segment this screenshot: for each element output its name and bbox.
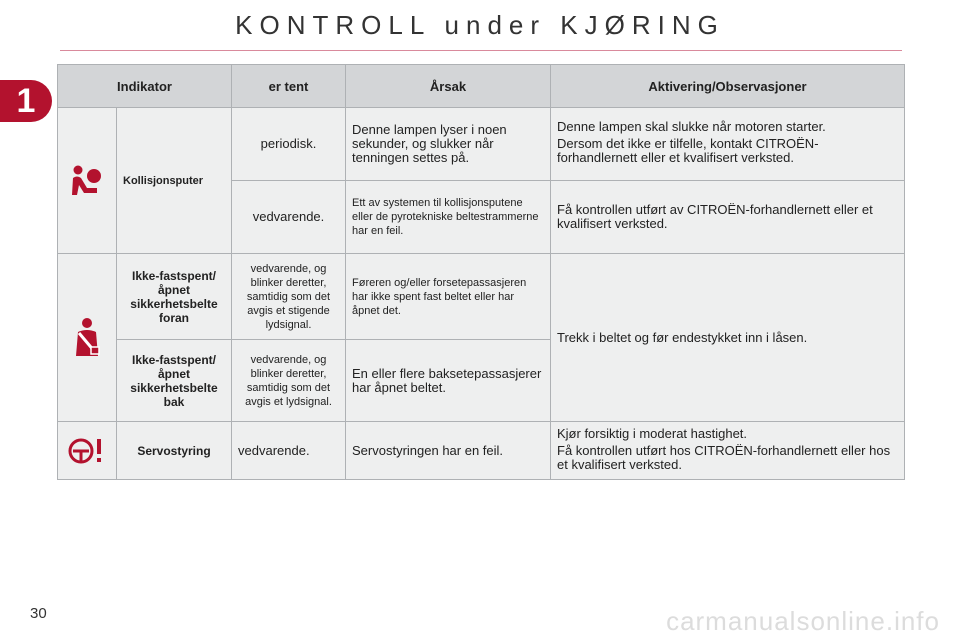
steering-observation-b: Få kontrollen utført hos CITROËN-forhandlernett eller hos et kvalifisert verksted. <box>557 442 891 472</box>
airbag-icon-cell <box>58 108 117 254</box>
steering-state: vedvarende. <box>232 422 346 480</box>
power-steering-warning-icon <box>67 436 107 466</box>
header-state: er tent <box>232 65 346 108</box>
table-row <box>58 422 905 480</box>
seatbelt-rear-state: vedvarende, og blinker deretter, samtidig som det avgis et lydsignal. <box>232 340 346 422</box>
steering-icon-cell <box>58 422 117 480</box>
header-observations: Aktivering/Observasjoner <box>551 65 905 108</box>
airbag-passenger-icon <box>67 161 107 201</box>
page-title: KONTROLL under KJØRING <box>235 10 725 40</box>
airbag-cause-2: Ett av systemen til kollisjonsputene eller de pyrotekniske beltestrammerne har en feil. <box>346 181 551 254</box>
chapter-tab: 1 <box>0 80 52 122</box>
airbag-observation-1 <box>551 108 905 181</box>
seatbelt-icon-cell <box>58 254 117 422</box>
airbag-observation-1b: Dersom det ikke er tilfelle, kontakt CITROËN-forhandlernett eller et kvalifisert verksted. <box>557 136 819 165</box>
watermark: carmanualsonline.info <box>666 606 940 636</box>
seatbelt-rear-cause: En eller flere baksetepassasjerer har åpnet beltet. <box>346 340 551 422</box>
airbag-state-1: periodisk. <box>232 108 346 181</box>
table-row <box>58 108 905 181</box>
steering-cause: Servostyringen har en feil. <box>346 422 551 480</box>
seatbelt-icon <box>69 316 105 360</box>
title-divider <box>60 50 902 51</box>
steering-label: Servostyring <box>117 422 232 480</box>
seatbelt-front-cause: Føreren og/eller forsetepassasjeren har ikke spent fast beltet eller har åpnet det. <box>346 254 551 340</box>
steering-observation <box>551 422 905 480</box>
airbag-observation-1a: Denne lampen skal slukke når motoren starter. <box>557 119 826 134</box>
airbag-state-2: vedvarende. <box>232 181 346 254</box>
seatbelt-observation: Trekk i beltet og før endestykket inn i låsen. <box>551 254 905 422</box>
steering-observation-a: Kjør forsiktig i moderat hastighet. <box>557 425 748 441</box>
airbag-cause-1: Denne lampen lyser i noen sekunder, og slukker når tenningen settes på. <box>346 108 551 181</box>
page-number: 30 <box>30 605 47 622</box>
seatbelt-front-state: vedvarende, og blinker deretter, samtidig som det avgis et stigende lydsignal. <box>232 254 346 340</box>
table-header-row <box>58 65 905 108</box>
header-indicator: Indikator <box>58 65 232 108</box>
airbag-label: Kollisjonsputer <box>117 108 232 254</box>
header-cause: Årsak <box>346 65 551 108</box>
airbag-observation-2: Få kontrollen utført av CITROËN-forhandlernett eller et kvalifisert verksted. <box>551 181 905 254</box>
indicator-table <box>57 64 905 480</box>
table-row <box>58 254 905 340</box>
seatbelt-front-label: Ikke-fastspent/ åpnet sikkerhetsbelte foran <box>117 254 232 340</box>
seatbelt-rear-label: Ikke-fastspent/ åpnet sikkerhetsbelte bak <box>117 340 232 422</box>
